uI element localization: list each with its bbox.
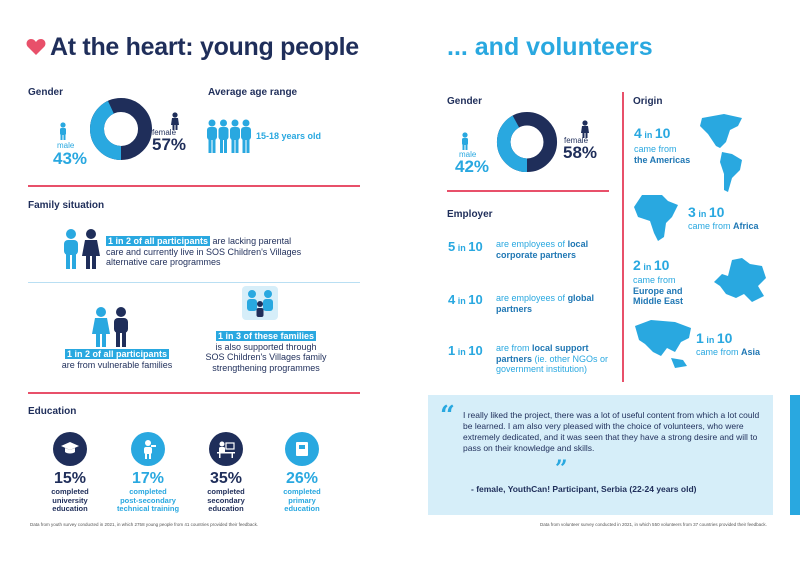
technician-icon — [131, 432, 165, 466]
volunteer-gender-donut-chart — [495, 110, 559, 179]
origin-item-asia: 1 in 10 came from Asia — [696, 330, 761, 357]
book-icon — [285, 432, 319, 466]
family-group-icon — [242, 286, 278, 325]
age-range-heading: Average age range — [208, 87, 298, 98]
volunteer-male-label: male — [459, 150, 477, 159]
employer-heading: Employer — [447, 209, 493, 220]
volunteer-female-label: female — [564, 136, 589, 145]
left-footnote: Data from youth survey conducted in 2021, in which 2758 young people from 41 countries provided their feedback. — [30, 522, 259, 527]
gender-heading: Gender — [28, 87, 64, 98]
group-of-people-icon — [206, 118, 252, 159]
section-divider — [28, 185, 360, 187]
left-page-title: At the heart: young people — [50, 33, 359, 61]
volunteer-gender-heading: Gender — [447, 96, 483, 107]
family-divider — [28, 282, 360, 283]
testimonial-text: I really liked the project, there was a lot of useful content from which a lot could be learned. I am also very pleased with the choice of volunteers, who were extremely dedicated, and it was seen that they have a strong desire and will to pass on their knowledge and skills. — [463, 410, 760, 453]
age-range-value: 15-18 years old — [256, 131, 322, 141]
family-situation-heading: Family situation — [28, 200, 105, 211]
origin-item-europe: 2 in 10 came from Europe and Middle East — [633, 257, 684, 306]
education-item-university: 15% completed university education — [30, 432, 110, 514]
family-item-strengthening: 1 in 3 of these families is also supported through SOS Children's Villages family strengthening programmes — [205, 331, 327, 373]
volunteer-male-percentage: 42% — [455, 157, 490, 176]
asia-map-icon — [631, 318, 695, 375]
education-heading: Education — [28, 406, 77, 417]
origin-vertical-divider — [622, 92, 624, 382]
section-divider-2 — [28, 392, 360, 394]
two-children-icon — [62, 228, 102, 275]
education-item-primary: 26% completed primary education — [262, 432, 342, 514]
highlight-1-in-2: 1 in 2 of all participants — [108, 236, 209, 246]
open-quote-icon: “ — [440, 401, 455, 431]
education-item-technical: 17% completed post-secondary technical training — [108, 432, 188, 514]
gender-donut-chart — [88, 96, 154, 167]
education-item-secondary: 35% completed secondary education — [186, 432, 266, 514]
two-children-icon-2 — [92, 306, 132, 353]
testimonial-author: - female, YouthCan! Participant, Serbia (22-24 years old) — [471, 484, 697, 494]
testimonial-box — [428, 395, 773, 515]
student-desk-icon — [209, 432, 243, 466]
male-label: male — [57, 141, 75, 150]
female-percentage: 57% — [152, 135, 187, 154]
heart-icon — [26, 38, 46, 61]
right-page-title: ... and volunteers — [447, 33, 653, 61]
page-edge-tab — [790, 395, 800, 515]
africa-map-icon — [632, 193, 680, 248]
volunteer-female-percentage: 58% — [563, 143, 598, 162]
origin-heading: Origin — [633, 96, 663, 107]
family-item-lacking-care: 1 in 2 of all participants are lacking parental care and currently live in SOS Children's Villages alternative care programmes — [106, 236, 302, 267]
female-label: female — [152, 128, 177, 137]
graduation-cap-icon — [53, 432, 87, 466]
volunteer-divider — [447, 190, 609, 192]
close-quote-icon: ” — [555, 456, 568, 482]
right-footnote: Data from volunteer survey conducted in 2021, in which 550 volunteers from 37 countries provided their feedback. — [540, 522, 767, 527]
origin-item-africa: 3 in 10 came from Africa — [688, 204, 759, 231]
origin-item-americas: 4 in 10 came from the Americas — [634, 125, 691, 165]
europe-map-icon — [712, 256, 768, 311]
male-percentage: 43% — [53, 149, 88, 168]
family-item-vulnerable: 1 in 2 of all participants are from vulnerable families — [61, 349, 173, 370]
